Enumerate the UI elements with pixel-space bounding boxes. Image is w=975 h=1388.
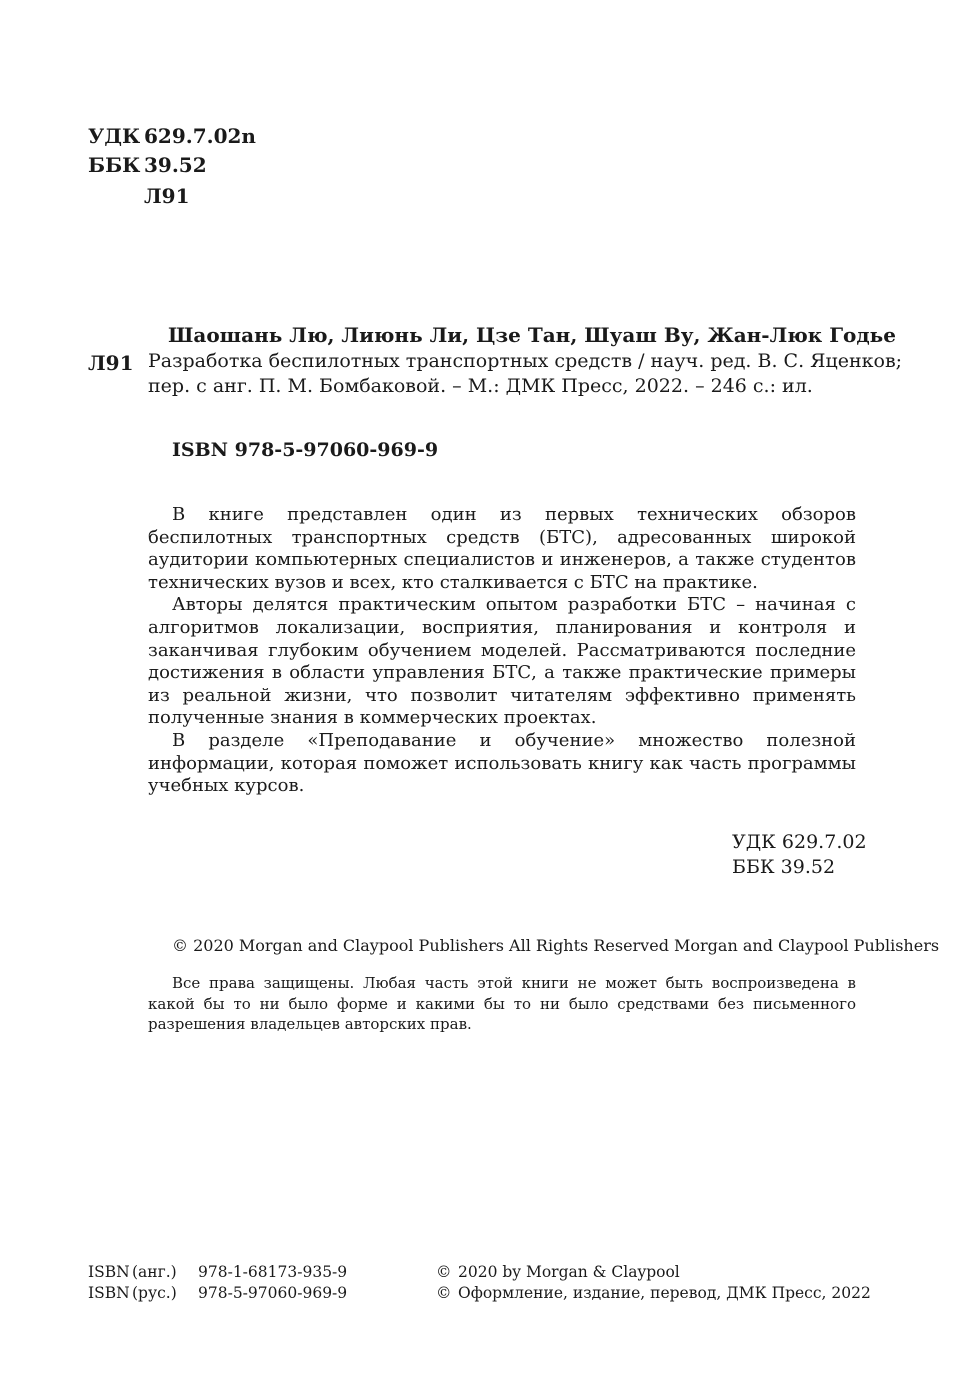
- isbn-row: [88, 1283, 347, 1304]
- copyright-symbol: ©: [436, 1284, 452, 1302]
- bbk-row: [88, 151, 256, 180]
- reference-line-1: Разработка беспилотных транспортных средств / науч. ред. В. С. Яценков;: [148, 350, 903, 372]
- bbk-label: ББК: [88, 153, 141, 177]
- abstract-paragraph: В книге представлен один из первых технических обзоров беспилотных транспортных средств (БТС), адресованных широкой аудитории компьютерных специалистов и инженеров, а также студентов технических вузов и всех, кто сталкивается с БТС на практике.: [148, 504, 856, 593]
- udk-value: 629.7.02n: [144, 124, 256, 148]
- authors-line: Шаошань Лю, Лиюнь Ли, Цзе Тан, Шуаш Ву, Жан-Люк Годье: [168, 323, 896, 347]
- abstract: [148, 504, 856, 798]
- classification-block: [88, 122, 256, 211]
- udk-row: [88, 122, 256, 151]
- copyright-symbol: ©: [436, 1263, 452, 1281]
- isbn-number: 978-1-68173-935-9: [198, 1263, 348, 1281]
- isbn-lang: (анг.): [132, 1263, 177, 1281]
- bibliographic-reference: [148, 349, 902, 399]
- index-codes: [732, 830, 867, 880]
- copyright-notice: © 2020 Morgan and Claypool Publishers All Rights Reserved Morgan and Claypool Publishers: [172, 936, 940, 955]
- reference-line-2: пер. с анг. П. М. Бомбаковой. – М.: ДМК Пресс, 2022. – 246 с.: ил.: [148, 375, 813, 397]
- isbn-row: [88, 1262, 347, 1283]
- udk-label: УДК: [88, 124, 141, 148]
- isbn-label: ISBN: [88, 1263, 130, 1281]
- isbn-lang: (рус.): [132, 1284, 177, 1302]
- udk-code: УДК 629.7.02: [732, 831, 867, 853]
- copyright-text: 2020 by Morgan & Claypool: [458, 1263, 680, 1281]
- author-mark-side: Л91: [88, 351, 134, 375]
- copyright-list: [436, 1262, 871, 1304]
- rights-text: Все права защищены. Любая часть этой книги не может быть воспроизведена в какой бы то ни было форме и какими бы то ни было средствами без письменного разрешения владельцев авторских прав.: [148, 974, 856, 1033]
- isbn-main: ISBN 978-5-97060-969-9: [172, 439, 439, 461]
- isbn-list: [88, 1262, 347, 1304]
- isbn-number: 978-5-97060-969-9: [198, 1284, 348, 1302]
- abstract-paragraph: В разделе «Преподавание и обучение» множество полезной информации, которая поможет использовать книгу как часть программы учебных курсов.: [148, 729, 856, 797]
- isbn-label: ISBN: [88, 1284, 130, 1302]
- copyright-row: [436, 1262, 871, 1283]
- bbk-code: ББК 39.52: [732, 856, 836, 878]
- bbk-value: 39.52: [144, 153, 207, 177]
- copyright-text: Оформление, издание, перевод, ДМК Пресс, 2022: [458, 1284, 871, 1302]
- copyright-row: [436, 1283, 871, 1304]
- author-mark: Л91: [144, 184, 190, 208]
- rights-notice: [148, 973, 856, 1035]
- abstract-paragraph: Авторы делятся практическим опытом разработки БТС – начиная с алгоритмов локализации, восприятия, планирования и контроля и заканчивая глубоким обучением моделей. Рассматриваются последние достижения в области управления БТС, а также практические примеры из реальной жизни, что позволит читателям эффективно применять полученные знания в коммерческих проектах.: [148, 594, 856, 729]
